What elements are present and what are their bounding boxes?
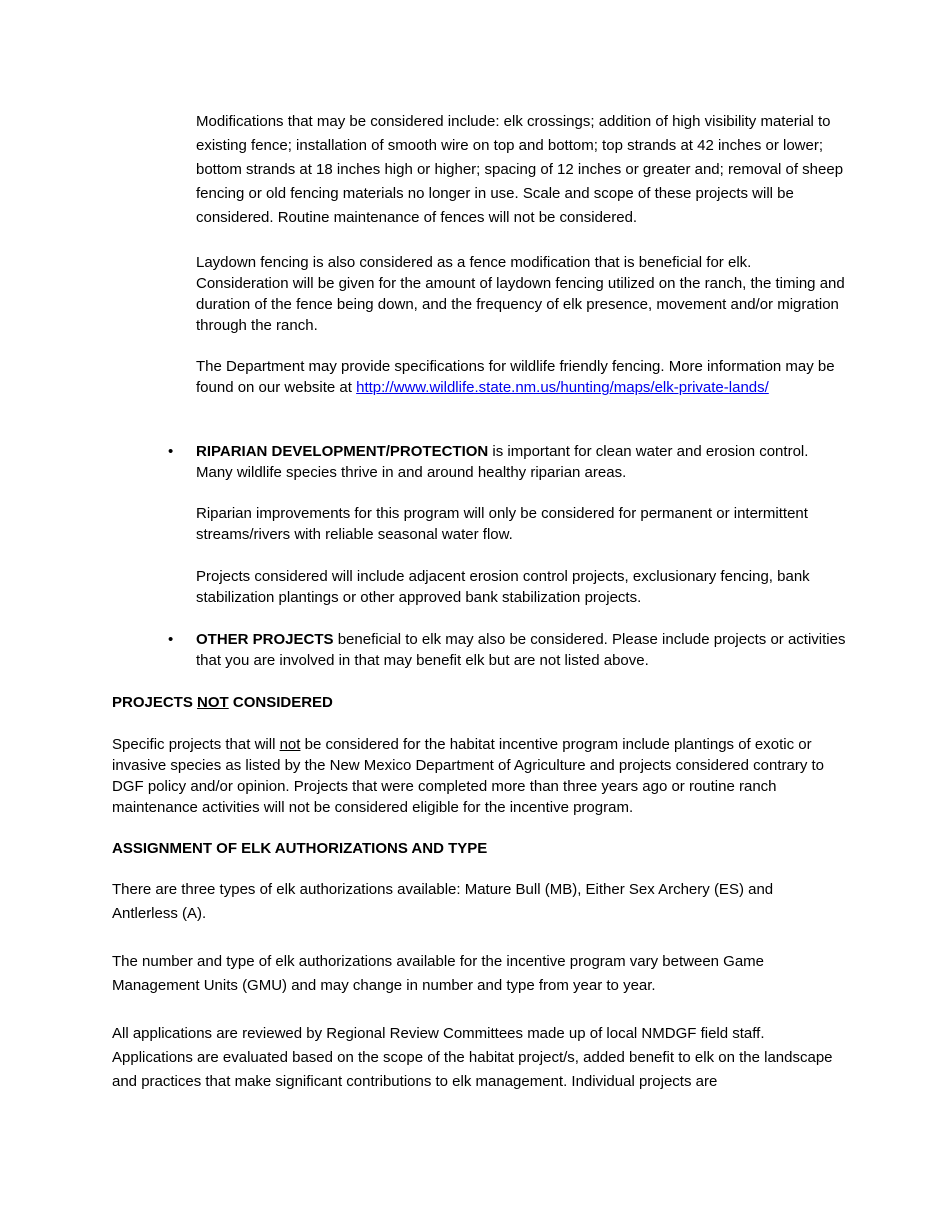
heading-part: PROJECTS: [112, 694, 198, 711]
authorization-types-paragraph: There are three types of elk authorizations available: Mature Bull (MB), Either Sex Archery (ES) and Antlerless (A).: [112, 881, 774, 922]
fencing-specifications-paragraph: [196, 356, 846, 398]
projects-not-considered-paragraph: [112, 734, 842, 818]
fence-modifications-paragraph: Modifications that may be considered include: elk crossings; addition of high visibility material to existing fence; installation of smooth wire on top and bottom; top strands at 42 inches or lower; bottom strands at 18 inches high or higher; spacing of 12 inches or greater and; removal of sheep fencing or old fencing materials no longer in use. Scale and scope of these projects will be considered. Routine maintenance of fences will not be considered.: [196, 113, 844, 226]
elk-private-lands-link[interactable]: http://www.wildlife.state.nm.us/hunting/maps/elk-private-lands/: [356, 379, 769, 396]
other-projects-paragraph: [196, 629, 846, 671]
paragraph-part: be considered for the habitat incentive program include plantings of exotic or invasive species as listed by the New Mexico Department of Agriculture and projects considered contrary to DGF policy and/or opinion. Projects that were completed more than three years ago or routine ranch maintenance activities will not be considered eligible for the incentive program.: [112, 736, 825, 816]
application-review-paragraph: All applications are reviewed by Regional Review Committees made up of local NMDGF field staff. Applications are evaluated based on the scope of the habitat project/s, added benefit to elk on the landscape and practices that make significant contributions to elk management. Individual projects are: [112, 1025, 833, 1090]
bullet-marker: •: [168, 443, 174, 460]
authorization-numbers-paragraph: The number and type of elk authorizations available for the incentive program vary between Game Management Units (GMU) and may change in number and type from year to year.: [112, 953, 765, 994]
riparian-bullet-paragraph: [196, 441, 846, 483]
paragraph-part: Specific projects that will: [112, 736, 280, 753]
heading-part: CONSIDERED: [228, 694, 333, 711]
fencing-specifications-text: The Department may provide specifications for wildlife friendly fencing. More information may be found on our website at: [196, 358, 835, 396]
other-projects-title: OTHER PROJECTS: [196, 631, 334, 648]
riparian-projects-paragraph: Projects considered will include adjacent erosion control projects, exclusionary fencing, bank stabilization plantings or other approved bank stabilization projects.: [196, 568, 810, 606]
bullet-marker: •: [168, 631, 174, 648]
laydown-fencing-paragraph: Laydown fencing is also considered as a fence modification that is beneficial for elk. Consideration will be given for the amount of laydown fencing utilized on the ranch, the timing and duration of the fence being down, and the frequency of elk presence, movement and/or migration through the ranch.: [196, 254, 845, 334]
heading-underlined-word: NOT: [197, 694, 229, 711]
riparian-title: RIPARIAN DEVELOPMENT/PROTECTION: [196, 443, 489, 460]
other-projects-text: beneficial to elk may also be considered. Please include projects or activities that you are involved in that may benefit elk but are not listed above.: [196, 631, 846, 669]
projects-not-considered-heading: [112, 692, 333, 713]
riparian-intro-text: is important for clean water and erosion control. Many wildlife species thrive in and around healthy riparian areas.: [196, 443, 809, 481]
riparian-improvements-paragraph: Riparian improvements for this program will only be considered for permanent or intermittent streams/rivers with reliable seasonal water flow.: [196, 505, 808, 543]
paragraph-underlined-word: not: [279, 736, 301, 753]
assignment-heading: ASSIGNMENT OF ELK AUTHORIZATIONS AND TYPE: [112, 840, 488, 857]
